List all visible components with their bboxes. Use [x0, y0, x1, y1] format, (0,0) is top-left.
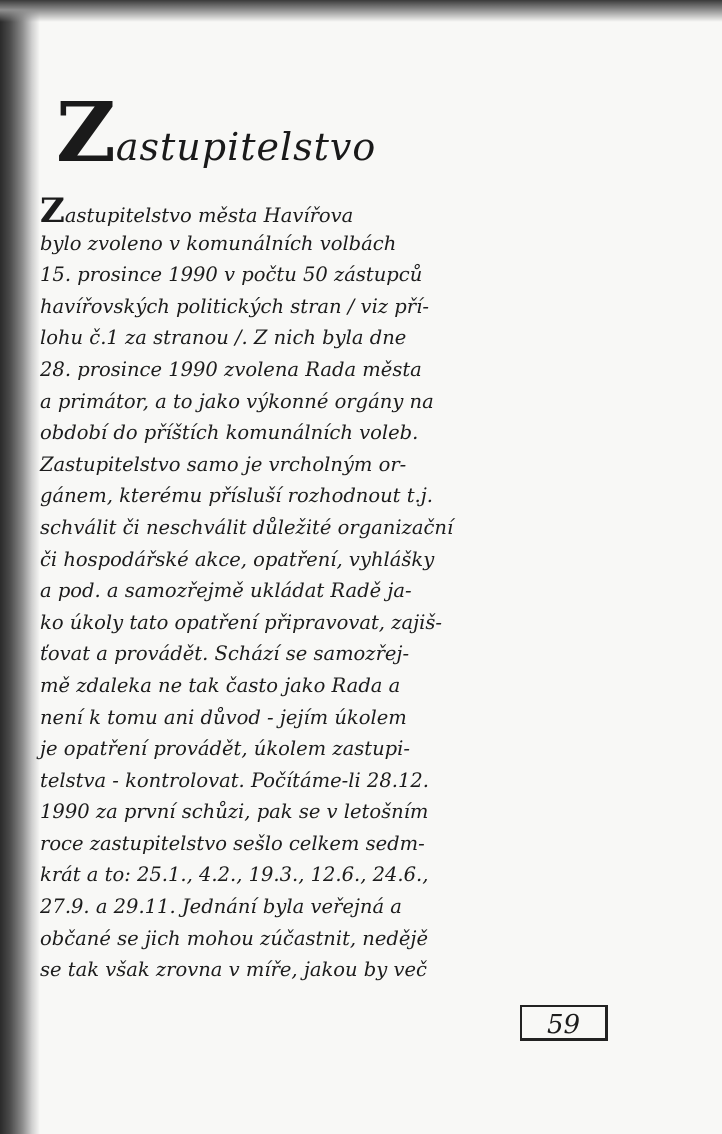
text-line: 15. prosince 1990 v počtu 50 zástupců: [40, 263, 423, 287]
text-line: a pod. a samozřejmě ukládat Radě ja-: [40, 579, 412, 603]
text-line: schválit či neschválit důležité organizační: [40, 515, 454, 539]
text-line: se tak však zrovna v míře, jakou by več: [40, 958, 427, 982]
text-line: mě zdaleka ne tak často jako Rada a: [40, 673, 401, 697]
text-line: lohu č.1 za stranou /. Z nich byla dne: [40, 326, 407, 350]
paragraph-initial: Z: [40, 191, 65, 231]
text-line: Zastupitelstvo samo je vrcholným or-: [40, 452, 407, 476]
text-line: ko úkoly tato opatření připravovat, zajiš-: [40, 610, 442, 634]
text-line-content: astupitelstvo města Havířova: [64, 204, 354, 227]
text-line: 27.9. a 29.11. Jednání byla veřejná a: [40, 895, 402, 919]
binding-shadow: [0, 0, 40, 1134]
text-line: 28. prosince 1990 zvolena Rada města: [40, 357, 422, 381]
text-line: 1990 za první schůzi, pak se v letošním: [40, 800, 429, 824]
text-line: havířovských politických stran / viz pří-: [40, 294, 429, 318]
text-line: období do příštích komunálních voleb.: [40, 421, 419, 445]
text-line: je opatření provádět, úkolem zastupi-: [40, 737, 410, 761]
text-line: [40, 191, 510, 231]
text-line: ťovat a provádět. Schází se samozřej-: [40, 642, 410, 666]
heading-rest: astupitelstvo: [115, 125, 377, 169]
heading-initial: Z: [56, 85, 116, 181]
text-line: telstva - kontrolovat. Počítáme-li 28.12.: [40, 768, 429, 792]
text-line: občané se jich mohou zúčastnit, nedějě: [40, 926, 429, 950]
page-number-box: 59: [520, 1005, 608, 1041]
text-line: a primátor, a to jako výkonné orgány na: [40, 389, 434, 413]
page-heading: [56, 85, 377, 181]
text-line: krát a to: 25.1., 4.2., 19.3., 12.6., 24.6.,: [40, 863, 429, 887]
top-edge-shadow: [0, 0, 722, 22]
text-line: gánem, kterému přísluší rozhodnout t.j.: [40, 484, 433, 508]
text-line: není k tomu ani důvod - jejím úkolem: [40, 705, 407, 729]
body-text: [40, 191, 510, 986]
text-line: či hospodářské akce, opatření, vyhlášky: [40, 547, 435, 571]
text-line: roce zastupitelstvo sešlo celkem sedm-: [40, 831, 425, 855]
text-line: bylo zvoleno v komunálních volbách: [40, 231, 397, 255]
